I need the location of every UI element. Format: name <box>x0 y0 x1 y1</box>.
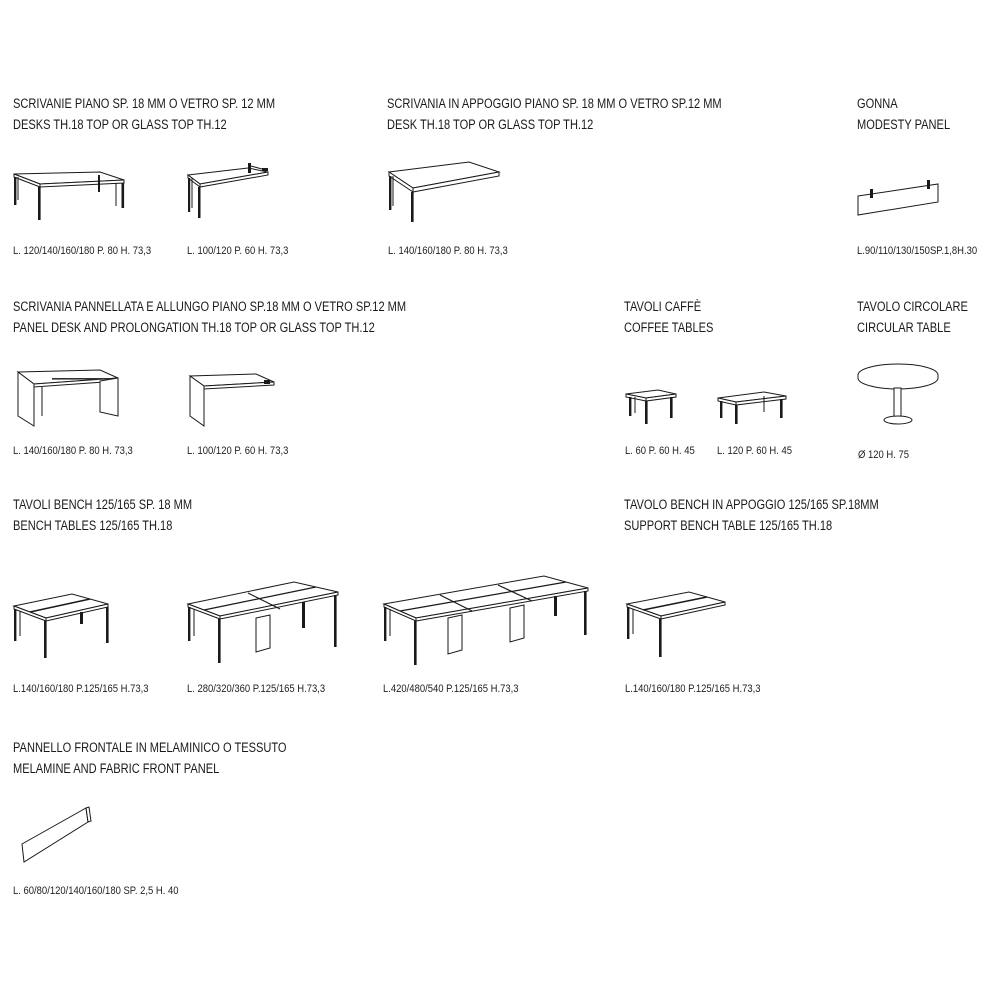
section-title-it: TAVOLO CIRCOLARE <box>857 299 968 314</box>
section-title-it: TAVOLI BENCH 125/165 SP. 18 MM <box>13 497 193 512</box>
dims-label: L. 100/120 P. 60 H. 73,3 <box>187 445 289 457</box>
section-title-it: GONNA <box>857 96 898 111</box>
section-title-en: SUPPORT BENCH TABLE 125/165 TH.18 <box>624 518 833 533</box>
section-title-en: BENCH TABLES 125/165 TH.18 <box>13 518 173 533</box>
dims-label: L.140/160/180 P.125/165 H.73,3 <box>13 683 149 695</box>
support-bench-drawing <box>623 590 728 660</box>
section-title-it: SCRIVANIA PANNELLATA E ALLUNGO PIANO SP.18 MM O VETRO SP.12 MM <box>13 299 407 314</box>
dims-label: L.90/110/130/150SP.1,8H.30 <box>857 245 978 257</box>
dims-label: L. 120/140/160/180 P. 80 H. 73,3 <box>13 245 152 257</box>
section-title-it: SCRIVANIA IN APPOGGIO PIANO SP. 18 MM O VETRO SP.12 MM <box>387 96 722 111</box>
dims-label: L. 120 P. 60 H. 45 <box>717 445 793 457</box>
bench-double-drawing <box>186 580 341 665</box>
dims-label: L. 140/160/180 P. 80 H. 73,3 <box>13 445 133 457</box>
coffee-table-small-drawing <box>624 388 679 428</box>
bench-triple-drawing <box>382 572 592 667</box>
section-title-en: DESK TH.18 TOP OR GLASS TOP TH.12 <box>387 117 594 132</box>
dims-label: L. 60/80/120/140/160/180 SP. 2,5 H. 40 <box>13 885 179 897</box>
panel-desk-drawing <box>12 368 122 428</box>
section-title-it: TAVOLO BENCH IN APPOGGIO 125/165 SP.18MM <box>624 497 879 512</box>
bench-single-drawing <box>12 592 112 662</box>
circular-table-drawing <box>856 362 941 434</box>
dims-label: L. 140/160/180 P. 80 H. 73,3 <box>388 245 508 257</box>
section-title-en: PANEL DESK AND PROLONGATION TH.18 TOP OR GLASS TOP TH.12 <box>13 320 375 335</box>
dims-label: L. 60 P. 60 H. 45 <box>625 445 695 457</box>
section-title-en: DESKS TH.18 TOP OR GLASS TOP TH.12 <box>13 117 227 132</box>
section-title-en: MODESTY PANEL <box>857 117 951 132</box>
dims-label: L. 280/320/360 P.125/165 H.73,3 <box>187 683 326 695</box>
section-title-it: SCRIVANIE PIANO SP. 18 MM O VETRO SP. 12 MM <box>13 96 276 111</box>
modesty-panel-drawing <box>856 180 941 220</box>
coffee-table-large-drawing <box>716 388 791 428</box>
dims-label: L. 100/120 P. 60 H. 73,3 <box>187 245 289 257</box>
section-title-it: TAVOLI CAFFÈ <box>624 299 702 314</box>
dims-label: L.420/480/540 P.125/165 H.73,3 <box>383 683 519 695</box>
dims-label: Ø 120 H. 75 <box>858 449 910 461</box>
section-title-it: PANNELLO FRONTALE IN MELAMINICO O TESSUTO <box>13 740 287 755</box>
prolongation-drawing <box>186 372 276 432</box>
section-title-en: CIRCULAR TABLE <box>857 320 951 335</box>
desk-drawing <box>12 160 132 220</box>
front-panel-drawing <box>20 804 92 866</box>
desk-extension-drawing <box>186 160 276 220</box>
section-title-en: MELAMINE AND FABRIC FRONT PANEL <box>13 761 220 776</box>
dims-label: L.140/160/180 P.125/165 H.73,3 <box>625 683 761 695</box>
support-desk-drawing <box>387 158 502 223</box>
section-title-en: COFFEE TABLES <box>624 320 714 335</box>
